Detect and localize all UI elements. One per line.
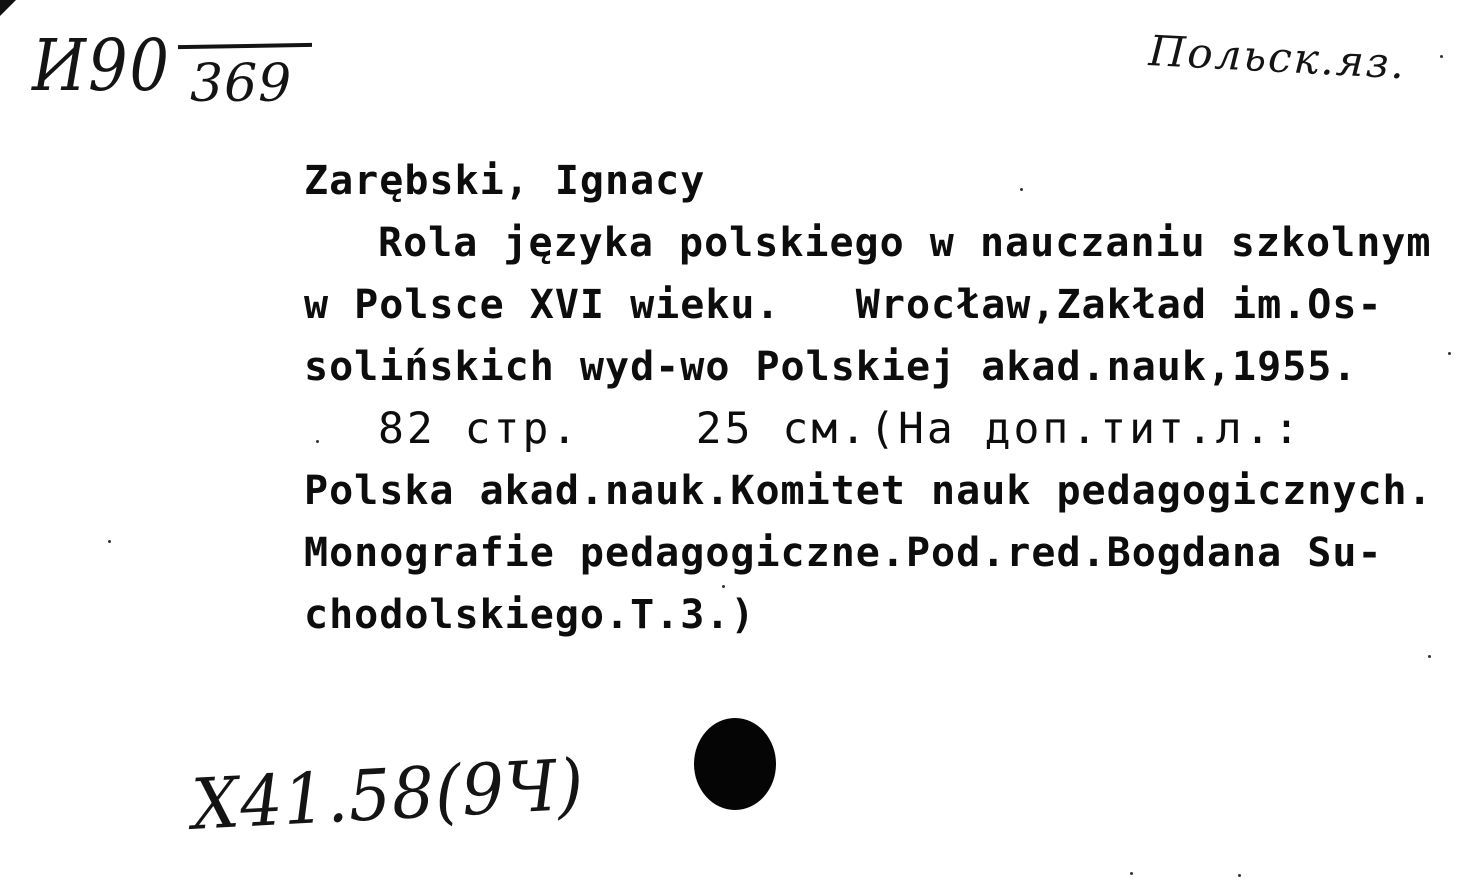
imprint-line: w Polsce XVI wieku. Wrocław,Zakład im.Os- bbox=[304, 282, 1383, 328]
punch-hole bbox=[694, 718, 776, 810]
series-line-end: chodolskiego.T.3.) bbox=[304, 592, 756, 638]
corner-mark bbox=[0, 0, 16, 16]
series-line: Polska akad.nauk.Komitet nauk pedagogicznych. bbox=[304, 468, 1433, 514]
title-line: Rola języka polskiego w nauczaniu szkolnym bbox=[378, 220, 1432, 266]
language-note: Польск.яз. bbox=[1147, 26, 1408, 89]
series-line-continued: Monografie pedagogiczne.Pod.red.Bogdana Su- bbox=[304, 530, 1383, 576]
bibliographic-entry bbox=[304, 150, 1444, 646]
author-line: Zarębski, Ignacy bbox=[304, 158, 706, 204]
collation-line: 82 стр. 25 см.(На доп.тит.л.: bbox=[378, 404, 1303, 454]
classification-mark: Х41.58(9Ч) bbox=[189, 743, 587, 846]
shelf-number-top: И90 bbox=[32, 23, 171, 108]
shelf-number-divider bbox=[178, 43, 312, 49]
imprint-line-continued: solińskich wyd-wo Polskiej akad.nauk,1955. bbox=[304, 344, 1358, 390]
shelf-number-bottom: 369 bbox=[190, 54, 293, 114]
